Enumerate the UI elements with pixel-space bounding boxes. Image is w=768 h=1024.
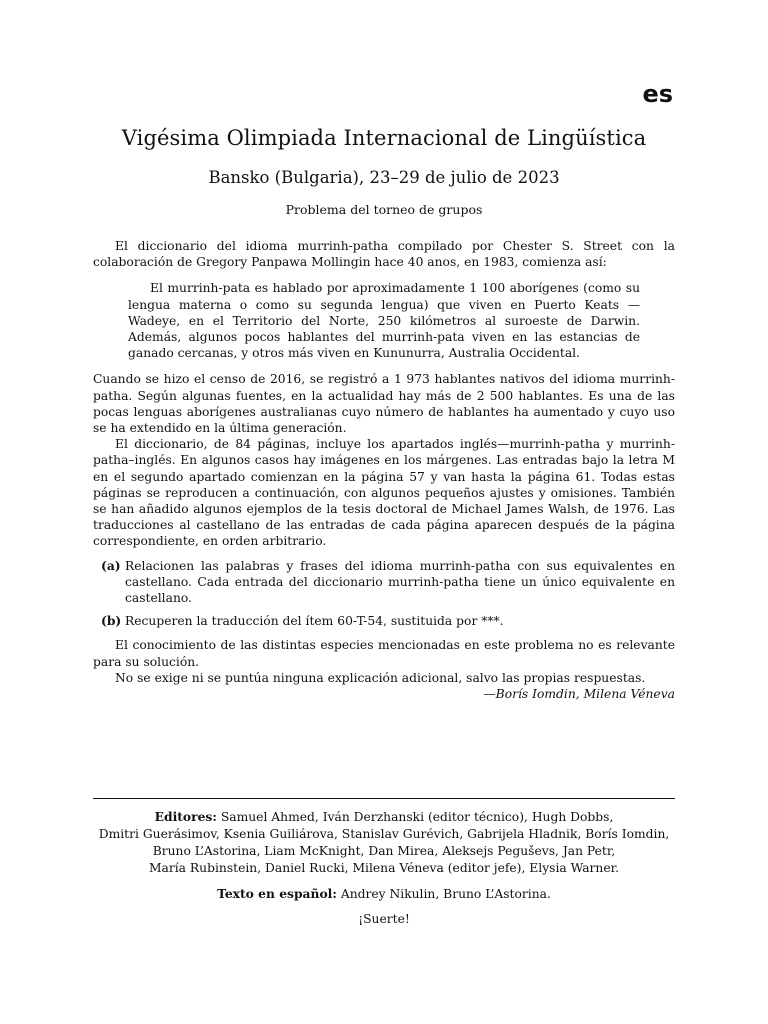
task-text: Recuperen la traducción del ítem 60-T-54, sustituida por ***. <box>125 614 504 629</box>
dictionary-quote <box>128 280 640 361</box>
authors-signature: —Borís Iomdin, Milena Véneva <box>483 687 675 702</box>
spanish-text-credit <box>93 885 675 903</box>
editors-line-4: María Rubinstein, Daniel Rucki, Milena Véneva (editor jefe), Elysia Warner. <box>148 861 620 875</box>
spanish-translators: Andrey Nikulin, Bruno L’Astorina. <box>340 887 551 901</box>
dictionary-paragraph: El diccionario, de 84 páginas, incluye los apartados inglés—murrinh-patha y murrinh-patha–inglés. En algunos casos hay imágenes en los márgenes. Las entradas bajo la letra M en el segundo apartado comienzan en la página 57 y van hasta la página 61. Todas estas páginas se reproducen a continuación, con algunos pequeños ajustes y omisiones. También se han añadido algunos ejemplos de la tesis doctoral de Michael James Walsh, de 1976. Las traducciones al castellano de las entradas de cada página aparecen después de la página correspondiente, en orden arbitrario. <box>93 437 675 549</box>
spanish-label: Texto en español: <box>217 886 337 901</box>
task-text: Relacionen las palabras y frases del idioma murrinh-patha con sus equivalentes en castellano. Cada entrada del diccionario murrinh-patha tiene un único equivalente en castellano. <box>125 558 675 606</box>
species-note: El conocimiento de las distintas especies mencionadas en este problema no es relevante para su solución. <box>93 638 675 669</box>
task-item <box>93 558 675 607</box>
footer-credits <box>93 808 675 928</box>
explanation-note: No se exige ni se puntúa ninguna explicación adicional, salvo las propias respuestas. <box>115 670 646 685</box>
task-label: (a) <box>101 557 121 573</box>
page-title: Vigésima Olimpiada Internacional de Lingüística <box>121 126 647 150</box>
event-location-date: Bansko (Bulgaria), 23–29 de julio de 2023 <box>208 168 560 187</box>
problem-type: Problema del torneo de grupos <box>285 202 483 217</box>
editors-names-1: Samuel Ahmed, Iván Derzhanski (editor técnico), Hugh Dobbs, <box>220 810 614 824</box>
editors-line-3: Bruno L’Astorina, Liam McKnight, Dan Mirea, Aleksejs Peguševs, Jan Petr, <box>152 844 616 858</box>
editors-label: Editores: <box>154 809 217 824</box>
editors-line-2: Dmitri Guerásimov, Ksenia Guiliárova, Stanislav Gurévich, Gabrijela Hladnik, Borís Iomdin, <box>98 827 670 841</box>
intro-paragraph: El diccionario del idioma murrinh-patha compilado por Chester S. Street con la colaboración de Gregory Panpawa Mollingin hace 40 anos, en 1983, comienza así: <box>93 239 675 270</box>
task-list <box>93 558 675 630</box>
language-code: es <box>642 80 673 108</box>
task-item <box>93 613 675 629</box>
problem-body <box>93 238 675 702</box>
quote-paragraph: El murrinh-pata es hablado por aproximadamente 1 100 aborígenes (como su lengua materna o como su segunda lengua) que viven en Puerto Keats — Wadeye, en el Territorio del Norte, 250 kilómetros al suroeste de Darwin. Además, algunos pocos hablantes del murrinh-pata viven en las estancias de ganado cercanas, y otros más viven en Kununurra, Australia Occidental. <box>128 281 640 361</box>
editors-line-1 <box>93 808 675 826</box>
census-paragraph: Cuando se hizo el censo de 2016, se registró a 1 973 hablantes nativos del idioma murrinh-patha. Según algunas fuentes, en la actualidad hay más de 2 500 hablantes. Es una de las pocas lenguas aborígenes australianas cuyo número de hablantes ha aumentado y cuyo uso se ha extendido en la última generación. <box>93 372 675 436</box>
footer-divider <box>93 798 675 799</box>
task-label: (b) <box>101 613 122 629</box>
good-luck: ¡Suerte! <box>358 912 410 926</box>
